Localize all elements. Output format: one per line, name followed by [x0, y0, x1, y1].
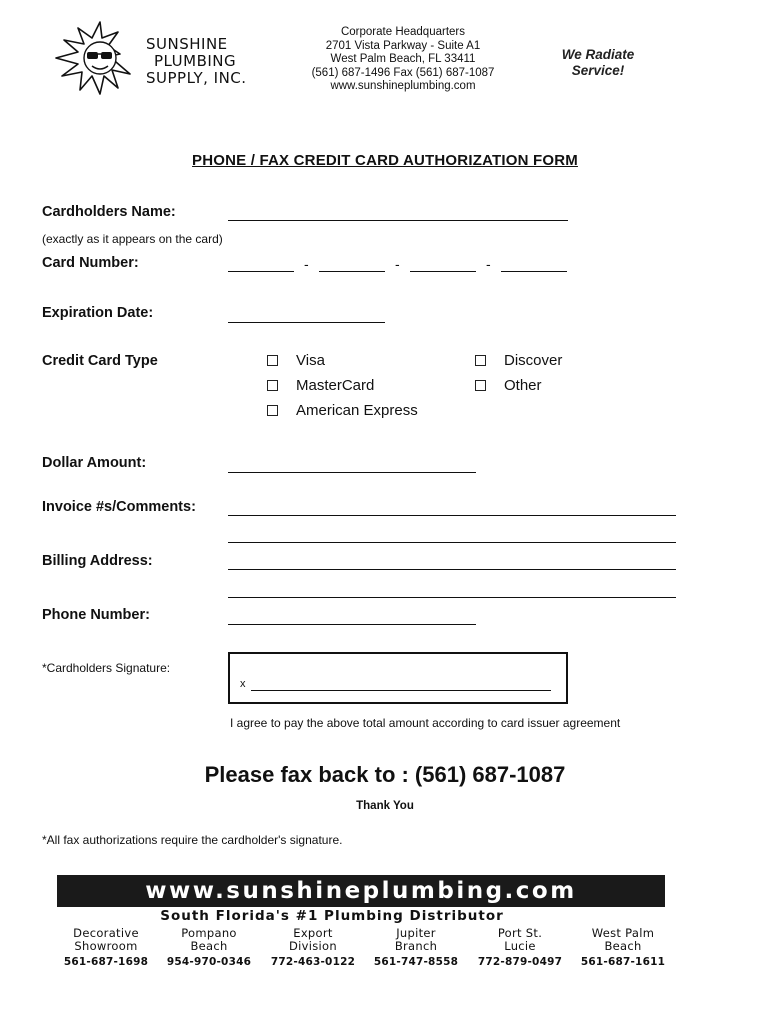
- cardholder-name-hint: (exactly as it appears on the card): [42, 232, 223, 246]
- card-type-option-visa[interactable]: [267, 352, 325, 369]
- branch-pompano-beach: [157, 927, 261, 952]
- amex-label: American Express: [296, 402, 418, 419]
- hq-city: West Palm Beach, FL 33411: [330, 53, 476, 65]
- card-type-option-other[interactable]: [475, 377, 542, 394]
- logo-line-3: SUPPLY, INC.: [146, 69, 247, 87]
- slogan-banner: South Florida's #1 Plumbing Distributor: [160, 908, 504, 924]
- tagline-line-1: We Radiate: [561, 47, 635, 62]
- branch-name-line-2: Beach: [190, 938, 228, 953]
- tagline: [548, 47, 648, 79]
- branch-export-division: [261, 927, 365, 952]
- branch-name-line-1: Export: [293, 926, 333, 940]
- billing-address-label: Billing Address:: [42, 553, 153, 569]
- branch-jupiter: [364, 927, 468, 952]
- agreement-text: I agree to pay the above total amount according to card issuer agreement: [230, 716, 621, 730]
- card-number-group-3[interactable]: [410, 271, 476, 272]
- branch-port-st-lucie: [468, 927, 572, 952]
- signature-label: *Cardholders Signature:: [42, 661, 171, 675]
- dollar-amount-field[interactable]: [228, 472, 476, 473]
- branch-phone: 772-879-0497: [477, 956, 563, 968]
- hq-website: www.sunshineplumbing.com: [330, 80, 476, 92]
- headquarters-address: [290, 26, 516, 94]
- cardholder-name-field[interactable]: [228, 220, 568, 221]
- branch-name-line-1: Port St.: [497, 926, 543, 940]
- billing-address-field-line-1[interactable]: [228, 569, 676, 570]
- signature-x-mark: x: [240, 678, 246, 690]
- card-type-option-discover[interactable]: [475, 352, 562, 369]
- branch-phone: 772-463-0122: [270, 956, 356, 968]
- card-type-option-mastercard[interactable]: [267, 377, 374, 394]
- fax-back-heading: Please fax back to : (561) 687-1087: [204, 762, 566, 787]
- other-label: Other: [504, 377, 542, 394]
- card-type-label: Credit Card Type: [42, 353, 158, 369]
- cardholder-name-label: Cardholders Name:: [42, 204, 176, 220]
- branch-phone: 561-747-8558: [373, 956, 459, 968]
- discover-label: Discover: [504, 352, 563, 369]
- branch-name-line-2: Beach: [604, 938, 642, 953]
- branch-phone: 561-687-1698: [63, 956, 149, 968]
- hq-phone-fax: (561) 687-1496 Fax (561) 687-1087: [311, 66, 495, 79]
- company-logo-text: [146, 36, 286, 87]
- phone-number-field[interactable]: [228, 624, 476, 625]
- visa-label: Visa: [296, 352, 325, 369]
- signature-line[interactable]: [251, 690, 551, 691]
- hq-title: Corporate Headquarters: [340, 26, 465, 38]
- billing-address-field-line-2[interactable]: [228, 597, 676, 598]
- invoice-comments-field-line-2[interactable]: [228, 542, 676, 543]
- website-banner: www.sunshineplumbing.com: [57, 875, 665, 907]
- branch-west-palm-beach: [571, 927, 675, 952]
- invoice-comments-field-line-1[interactable]: [228, 515, 676, 516]
- hq-street: 2701 Vista Parkway - Suite A1: [325, 39, 481, 52]
- card-number-dash: -: [486, 256, 491, 272]
- branch-name-line-1: Jupiter: [396, 926, 436, 940]
- card-number-group-1[interactable]: [228, 271, 294, 272]
- branch-name-line-2: Lucie: [504, 938, 536, 953]
- card-number-group-4[interactable]: [501, 271, 567, 272]
- card-number-dash: -: [304, 256, 309, 272]
- signature-box[interactable]: [228, 652, 568, 704]
- branch-name-line-2: Branch: [394, 938, 438, 953]
- branch-name-line-1: Pompano: [181, 926, 237, 940]
- sun-logo-icon: [50, 18, 150, 98]
- mastercard-checkbox[interactable]: [267, 380, 278, 391]
- form-title: PHONE / FAX CREDIT CARD AUTHORIZATION FORM: [192, 152, 578, 169]
- branch-phone: 561-687-1611: [580, 956, 666, 968]
- card-number-group-2[interactable]: [319, 271, 385, 272]
- invoice-comments-label: Invoice #s/Comments:: [42, 499, 196, 515]
- branch-name-line-2: Showroom: [74, 938, 138, 953]
- logo-line-1: SUNSHINE: [146, 35, 228, 53]
- other-checkbox[interactable]: [475, 380, 486, 391]
- card-number-label: Card Number:: [42, 255, 139, 271]
- branch-name-line-1: Decorative: [73, 926, 139, 940]
- expiration-date-field[interactable]: [228, 322, 385, 323]
- branch-name-line-1: West Palm: [591, 926, 655, 940]
- thank-you-text: Thank You: [356, 800, 414, 812]
- branch-phone: 954-970-0346: [166, 956, 252, 968]
- logo-line-2: PLUMBING: [154, 52, 237, 70]
- discover-checkbox[interactable]: [475, 355, 486, 366]
- mastercard-label: MasterCard: [296, 377, 375, 394]
- amex-checkbox[interactable]: [267, 405, 278, 416]
- card-type-option-amex[interactable]: [267, 402, 418, 419]
- visa-checkbox[interactable]: [267, 355, 278, 366]
- card-number-dash: -: [395, 256, 400, 272]
- branch-decorative-showroom: [54, 927, 158, 952]
- signature-footnote: *All fax authorizations require the cardholder's signature.: [42, 833, 343, 847]
- tagline-line-2: Service!: [571, 63, 625, 78]
- expiration-date-label: Expiration Date:: [42, 305, 154, 321]
- branch-name-line-2: Division: [289, 938, 337, 953]
- dollar-amount-label: Dollar Amount:: [42, 455, 147, 471]
- phone-number-label: Phone Number:: [42, 607, 150, 623]
